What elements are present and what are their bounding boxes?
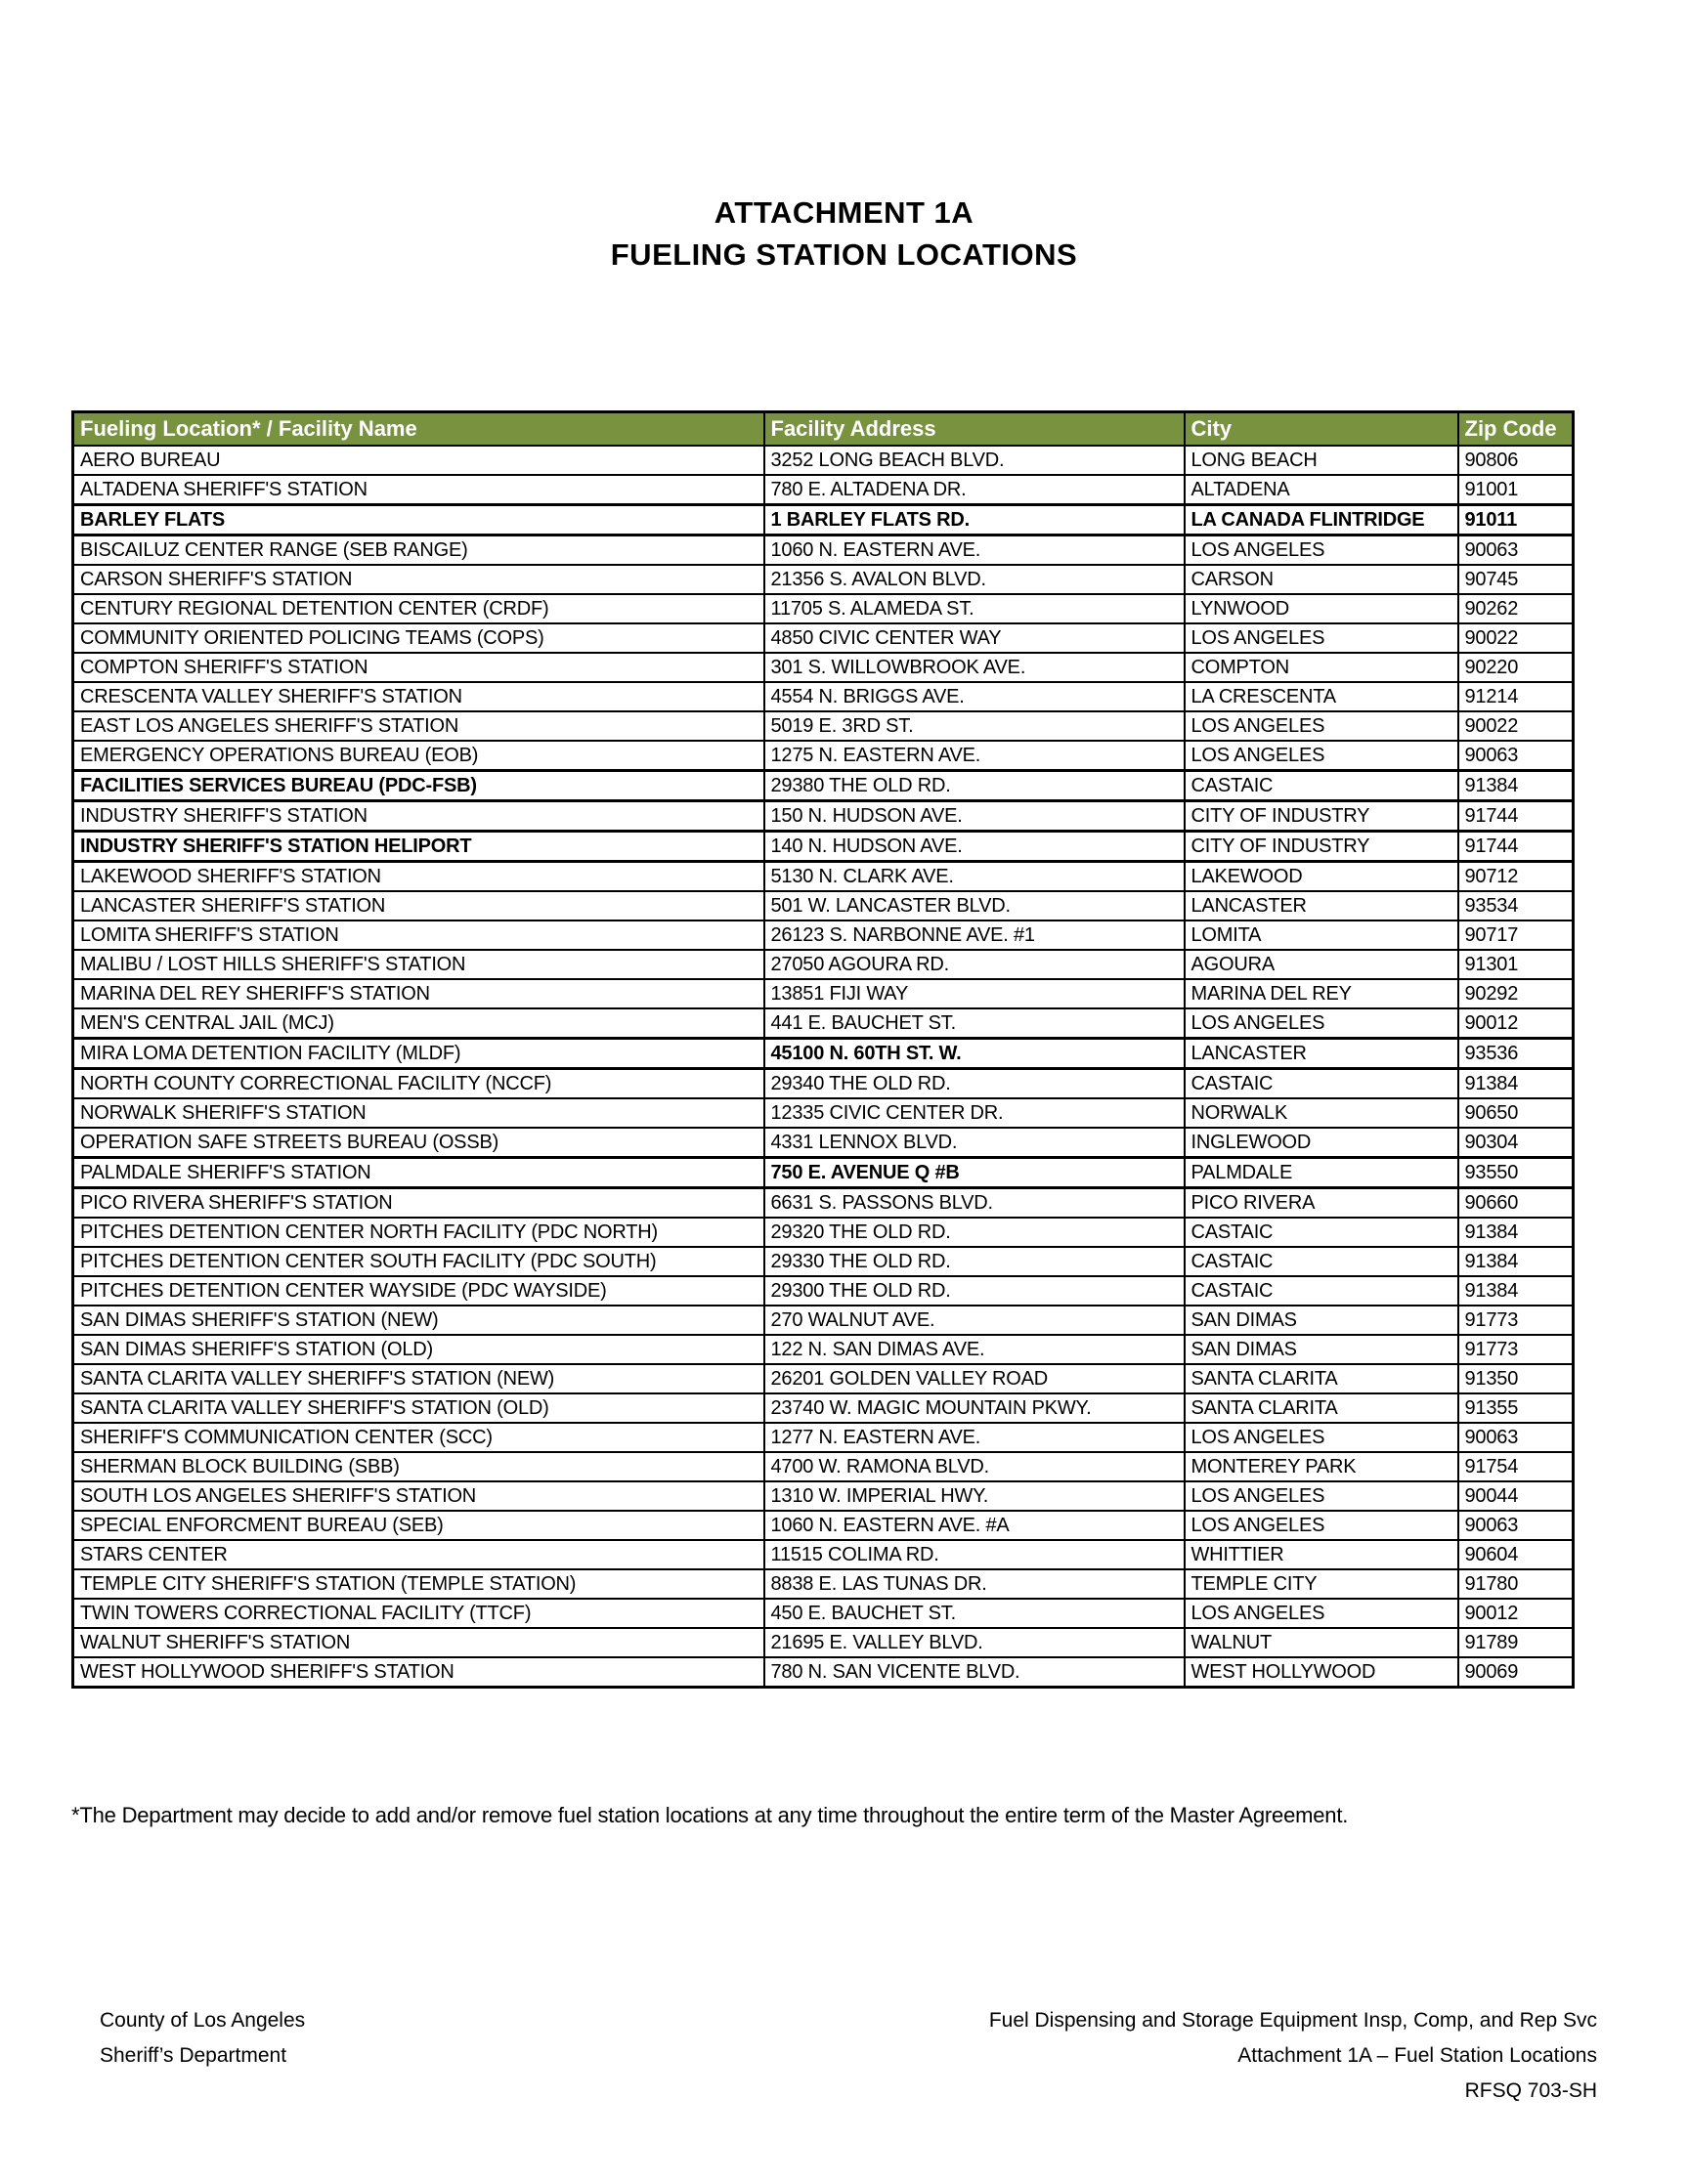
table-row — [73, 1069, 1574, 1099]
cell-address: 780 N. SAN VICENTE BLVD. — [764, 1657, 1185, 1688]
table-row — [73, 741, 1574, 771]
cell-address: 150 N. HUDSON AVE. — [764, 801, 1185, 832]
column-header-city: City — [1185, 412, 1458, 447]
cell-name: CRESCENTA VALLEY SHERIFF'S STATION — [73, 682, 764, 711]
cell-address: 23740 W. MAGIC MOUNTAIN PKWY. — [764, 1393, 1185, 1423]
table-row — [73, 832, 1574, 862]
cell-name: SPECIAL ENFORCMENT BUREAU (SEB) — [73, 1511, 764, 1540]
cell-zip: 91744 — [1458, 801, 1574, 832]
table-row — [73, 565, 1574, 594]
table-row — [73, 1599, 1574, 1628]
table-row — [73, 623, 1574, 653]
table-row — [73, 653, 1574, 682]
cell-city: COMPTON — [1185, 653, 1458, 682]
cell-address: 1060 N. EASTERN AVE. — [764, 535, 1185, 566]
cell-address: 12335 CIVIC CENTER DR. — [764, 1098, 1185, 1128]
table-row — [73, 1452, 1574, 1481]
cell-name: INDUSTRY SHERIFF'S STATION HELIPORT — [73, 832, 764, 862]
cell-city: CASTAIC — [1185, 1247, 1458, 1276]
cell-city: CARSON — [1185, 565, 1458, 594]
column-header-facility-name: Fueling Location* / Facility Name — [73, 412, 764, 447]
table-row — [73, 921, 1574, 950]
cell-name: CARSON SHERIFF'S STATION — [73, 565, 764, 594]
cell-name: PITCHES DETENTION CENTER SOUTH FACILITY (PDC SOUTH) — [73, 1247, 764, 1276]
cell-city: AGOURA — [1185, 950, 1458, 979]
cell-name: WEST HOLLYWOOD SHERIFF'S STATION — [73, 1657, 764, 1688]
table-row — [73, 801, 1574, 832]
cell-address: 11705 S. ALAMEDA ST. — [764, 594, 1185, 623]
cell-zip: 91384 — [1458, 1218, 1574, 1247]
cell-address: 29340 THE OLD RD. — [764, 1069, 1185, 1099]
cell-zip: 90262 — [1458, 594, 1574, 623]
table-row — [73, 1481, 1574, 1511]
cell-city: LAKEWOOD — [1185, 862, 1458, 892]
footer-right-line-2: Attachment 1A – Fuel Station Locations — [1237, 2044, 1597, 2067]
cell-zip: 91744 — [1458, 832, 1574, 862]
table-row — [73, 979, 1574, 1008]
cell-zip: 91384 — [1458, 771, 1574, 801]
cell-name: TWIN TOWERS CORRECTIONAL FACILITY (TTCF) — [73, 1599, 764, 1628]
cell-zip: 91789 — [1458, 1628, 1574, 1657]
table-row — [73, 594, 1574, 623]
cell-address: 26123 S. NARBONNE AVE. #1 — [764, 921, 1185, 950]
cell-address: 11515 COLIMA RD. — [764, 1540, 1185, 1569]
cell-address: 4850 CIVIC CENTER WAY — [764, 623, 1185, 653]
cell-city: TEMPLE CITY — [1185, 1569, 1458, 1599]
cell-address: 301 S. WILLOWBROOK AVE. — [764, 653, 1185, 682]
cell-address: 122 N. SAN DIMAS AVE. — [764, 1335, 1185, 1364]
cell-city: ALTADENA — [1185, 475, 1458, 505]
cell-name: SANTA CLARITA VALLEY SHERIFF'S STATION (OLD) — [73, 1393, 764, 1423]
cell-zip: 91780 — [1458, 1569, 1574, 1599]
cell-zip: 91773 — [1458, 1335, 1574, 1364]
cell-zip: 91350 — [1458, 1364, 1574, 1393]
cell-city: LOS ANGELES — [1185, 1008, 1458, 1039]
cell-address: 4700 W. RAMONA BLVD. — [764, 1452, 1185, 1481]
cell-zip: 91384 — [1458, 1276, 1574, 1306]
cell-name: COMPTON SHERIFF'S STATION — [73, 653, 764, 682]
cell-name: SAN DIMAS SHERIFF'S STATION (NEW) — [73, 1306, 764, 1335]
cell-city: LOS ANGELES — [1185, 535, 1458, 566]
table-row — [73, 711, 1574, 741]
cell-city: LOS ANGELES — [1185, 1599, 1458, 1628]
cell-zip: 90717 — [1458, 921, 1574, 950]
cell-name: MALIBU / LOST HILLS SHERIFF'S STATION — [73, 950, 764, 979]
cell-name: MEN'S CENTRAL JAIL (MCJ) — [73, 1008, 764, 1039]
footer-left-line-2: Sheriff’s Department — [100, 2044, 287, 2067]
cell-zip: 90012 — [1458, 1599, 1574, 1628]
cell-name: AERO BUREAU — [73, 446, 764, 475]
table-row — [73, 505, 1574, 535]
cell-zip: 91301 — [1458, 950, 1574, 979]
cell-zip: 90220 — [1458, 653, 1574, 682]
cell-city: NORWALK — [1185, 1098, 1458, 1128]
cell-address: 45100 N. 60TH ST. W. — [764, 1039, 1185, 1069]
cell-zip: 91773 — [1458, 1306, 1574, 1335]
cell-name: CENTURY REGIONAL DETENTION CENTER (CRDF) — [73, 594, 764, 623]
table-row — [73, 891, 1574, 921]
cell-address: 1310 W. IMPERIAL HWY. — [764, 1481, 1185, 1511]
cell-address: 5130 N. CLARK AVE. — [764, 862, 1185, 892]
cell-name: NORWALK SHERIFF'S STATION — [73, 1098, 764, 1128]
cell-name: SOUTH LOS ANGELES SHERIFF'S STATION — [73, 1481, 764, 1511]
table-row — [73, 950, 1574, 979]
table-row — [73, 1511, 1574, 1540]
cell-address: 5019 E. 3RD ST. — [764, 711, 1185, 741]
table-row — [73, 682, 1574, 711]
cell-zip: 90650 — [1458, 1098, 1574, 1128]
table-row — [73, 1423, 1574, 1452]
cell-name: EAST LOS ANGELES SHERIFF'S STATION — [73, 711, 764, 741]
cell-address: 29320 THE OLD RD. — [764, 1218, 1185, 1247]
cell-name: ALTADENA SHERIFF'S STATION — [73, 475, 764, 505]
cell-zip: 90063 — [1458, 535, 1574, 566]
cell-address: 1 BARLEY FLATS RD. — [764, 505, 1185, 535]
column-header-facility-address: Facility Address — [764, 412, 1185, 447]
footer-right-line-3: RFSQ 703-SH — [1464, 2079, 1597, 2102]
cell-name: SANTA CLARITA VALLEY SHERIFF'S STATION (NEW) — [73, 1364, 764, 1393]
cell-name: SAN DIMAS SHERIFF'S STATION (OLD) — [73, 1335, 764, 1364]
cell-address: 780 E. ALTADENA DR. — [764, 475, 1185, 505]
cell-zip: 91355 — [1458, 1393, 1574, 1423]
cell-name: PALMDALE SHERIFF'S STATION — [73, 1158, 764, 1188]
table-row — [73, 1306, 1574, 1335]
table-row — [73, 1657, 1574, 1688]
cell-city: PALMDALE — [1185, 1158, 1458, 1188]
table-row — [73, 1188, 1574, 1219]
footer-right — [989, 2003, 1597, 2109]
cell-city: WALNUT — [1185, 1628, 1458, 1657]
cell-zip: 90806 — [1458, 446, 1574, 475]
table-row — [73, 1098, 1574, 1128]
table-row — [73, 1008, 1574, 1039]
cell-city: LOMITA — [1185, 921, 1458, 950]
cell-zip: 90063 — [1458, 1511, 1574, 1540]
cell-name: LAKEWOOD SHERIFF'S STATION — [73, 862, 764, 892]
cell-city: SAN DIMAS — [1185, 1335, 1458, 1364]
cell-address: 750 E. AVENUE Q #B — [764, 1158, 1185, 1188]
cell-zip: 90012 — [1458, 1008, 1574, 1039]
cell-zip: 90063 — [1458, 1423, 1574, 1452]
cell-name: LOMITA SHERIFF'S STATION — [73, 921, 764, 950]
cell-city: LOS ANGELES — [1185, 711, 1458, 741]
table-row — [73, 862, 1574, 892]
cell-address: 26201 GOLDEN VALLEY ROAD — [764, 1364, 1185, 1393]
cell-zip: 90712 — [1458, 862, 1574, 892]
cell-name: NORTH COUNTY CORRECTIONAL FACILITY (NCCF) — [73, 1069, 764, 1099]
table-header-row — [73, 412, 1574, 447]
cell-address: 29380 THE OLD RD. — [764, 771, 1185, 801]
fueling-stations-table — [71, 410, 1575, 1689]
cell-address: 8838 E. LAS TUNAS DR. — [764, 1569, 1185, 1599]
table-body — [73, 446, 1574, 1688]
cell-name: OPERATION SAFE STREETS BUREAU (OSSB) — [73, 1128, 764, 1158]
cell-zip: 93534 — [1458, 891, 1574, 921]
cell-city: PICO RIVERA — [1185, 1188, 1458, 1219]
footer-left — [100, 2003, 305, 2074]
table-row — [73, 1276, 1574, 1306]
fueling-stations-table-container — [71, 410, 1572, 1689]
cell-zip: 90660 — [1458, 1188, 1574, 1219]
cell-city: MONTEREY PARK — [1185, 1452, 1458, 1481]
cell-zip: 91011 — [1458, 505, 1574, 535]
cell-city: CITY OF INDUSTRY — [1185, 801, 1458, 832]
cell-address: 4331 LENNOX BLVD. — [764, 1128, 1185, 1158]
footnote: *The Department may decide to add and/or remove fuel station locations at any time throughout the entire term of the Master Agreement. — [71, 1803, 1349, 1827]
footer-right-line-1: Fuel Dispensing and Storage Equipment Insp, Comp, and Rep Svc — [988, 2009, 1597, 2032]
cell-city: LA CANADA FLINTRIDGE — [1185, 505, 1458, 535]
cell-city: WEST HOLLYWOOD — [1185, 1657, 1458, 1688]
cell-city: SANTA CLARITA — [1185, 1364, 1458, 1393]
cell-name: COMMUNITY ORIENTED POLICING TEAMS (COPS) — [73, 623, 764, 653]
cell-address: 27050 AGOURA RD. — [764, 950, 1185, 979]
cell-name: PITCHES DETENTION CENTER WAYSIDE (PDC WAYSIDE) — [73, 1276, 764, 1306]
cell-address: 13851 FIJI WAY — [764, 979, 1185, 1008]
cell-city: LONG BEACH — [1185, 446, 1458, 475]
cell-city: CASTAIC — [1185, 1069, 1458, 1099]
cell-address: 21695 E. VALLEY BLVD. — [764, 1628, 1185, 1657]
cell-zip: 91001 — [1458, 475, 1574, 505]
cell-name: LANCASTER SHERIFF'S STATION — [73, 891, 764, 921]
cell-city: CASTAIC — [1185, 1218, 1458, 1247]
cell-address: 3252 LONG BEACH BLVD. — [764, 446, 1185, 475]
cell-zip: 91214 — [1458, 682, 1574, 711]
cell-city: WHITTIER — [1185, 1540, 1458, 1569]
cell-zip: 90604 — [1458, 1540, 1574, 1569]
cell-zip: 90304 — [1458, 1128, 1574, 1158]
cell-city: SANTA CLARITA — [1185, 1393, 1458, 1423]
cell-zip: 90745 — [1458, 565, 1574, 594]
cell-city: LOS ANGELES — [1185, 1481, 1458, 1511]
cell-city: LOS ANGELES — [1185, 741, 1458, 771]
table-row — [73, 1569, 1574, 1599]
cell-zip: 91384 — [1458, 1069, 1574, 1099]
table-row — [73, 446, 1574, 475]
cell-name: BARLEY FLATS — [73, 505, 764, 535]
table-row — [73, 1393, 1574, 1423]
table-row — [73, 1364, 1574, 1393]
cell-name: FACILITIES SERVICES BUREAU (PDC-FSB) — [73, 771, 764, 801]
cell-zip: 93536 — [1458, 1039, 1574, 1069]
cell-zip: 91384 — [1458, 1247, 1574, 1276]
cell-zip: 90022 — [1458, 711, 1574, 741]
cell-address: 29330 THE OLD RD. — [764, 1247, 1185, 1276]
table-row — [73, 1628, 1574, 1657]
cell-zip: 90022 — [1458, 623, 1574, 653]
title-line-1: ATTACHMENT 1A — [714, 195, 974, 230]
table-row — [73, 535, 1574, 566]
cell-address: 450 E. BAUCHET ST. — [764, 1599, 1185, 1628]
cell-city: LOS ANGELES — [1185, 623, 1458, 653]
table-row — [73, 1128, 1574, 1158]
cell-name: INDUSTRY SHERIFF'S STATION — [73, 801, 764, 832]
cell-name: PICO RIVERA SHERIFF'S STATION — [73, 1188, 764, 1219]
cell-address: 270 WALNUT AVE. — [764, 1306, 1185, 1335]
cell-address: 29300 THE OLD RD. — [764, 1276, 1185, 1306]
cell-city: SAN DIMAS — [1185, 1306, 1458, 1335]
cell-address: 501 W. LANCASTER BLVD. — [764, 891, 1185, 921]
table-row — [73, 1218, 1574, 1247]
cell-address: 1060 N. EASTERN AVE. #A — [764, 1511, 1185, 1540]
cell-city: LANCASTER — [1185, 891, 1458, 921]
cell-address: 441 E. BAUCHET ST. — [764, 1008, 1185, 1039]
cell-name: SHERMAN BLOCK BUILDING (SBB) — [73, 1452, 764, 1481]
cell-address: 1277 N. EASTERN AVE. — [764, 1423, 1185, 1452]
cell-address: 140 N. HUDSON AVE. — [764, 832, 1185, 862]
cell-city: LOS ANGELES — [1185, 1511, 1458, 1540]
cell-name: STARS CENTER — [73, 1540, 764, 1569]
cell-address: 4554 N. BRIGGS AVE. — [764, 682, 1185, 711]
cell-zip: 93550 — [1458, 1158, 1574, 1188]
cell-zip: 90069 — [1458, 1657, 1574, 1688]
cell-name: BISCAILUZ CENTER RANGE (SEB RANGE) — [73, 535, 764, 566]
cell-name: WALNUT SHERIFF'S STATION — [73, 1628, 764, 1657]
cell-name: TEMPLE CITY SHERIFF'S STATION (TEMPLE STATION) — [73, 1569, 764, 1599]
cell-zip: 90063 — [1458, 741, 1574, 771]
cell-city: MARINA DEL REY — [1185, 979, 1458, 1008]
cell-city: CASTAIC — [1185, 771, 1458, 801]
cell-address: 21356 S. AVALON BLVD. — [764, 565, 1185, 594]
table-row — [73, 1335, 1574, 1364]
cell-city: INGLEWOOD — [1185, 1128, 1458, 1158]
cell-city: LA CRESCENTA — [1185, 682, 1458, 711]
cell-address: 6631 S. PASSONS BLVD. — [764, 1188, 1185, 1219]
document-title — [0, 192, 1688, 276]
cell-name: MARINA DEL REY SHERIFF'S STATION — [73, 979, 764, 1008]
cell-zip: 90292 — [1458, 979, 1574, 1008]
cell-name: MIRA LOMA DETENTION FACILITY (MLDF) — [73, 1039, 764, 1069]
cell-city: LANCASTER — [1185, 1039, 1458, 1069]
table-row — [73, 1540, 1574, 1569]
cell-city: CASTAIC — [1185, 1276, 1458, 1306]
cell-city: CITY OF INDUSTRY — [1185, 832, 1458, 862]
cell-name: SHERIFF'S COMMUNICATION CENTER (SCC) — [73, 1423, 764, 1452]
cell-city: LYNWOOD — [1185, 594, 1458, 623]
table-row — [73, 1247, 1574, 1276]
footer-left-line-1: County of Los Angeles — [100, 2009, 306, 2032]
cell-address: 1275 N. EASTERN AVE. — [764, 741, 1185, 771]
table-row — [73, 771, 1574, 801]
table-header — [73, 412, 1574, 447]
cell-name: EMERGENCY OPERATIONS BUREAU (EOB) — [73, 741, 764, 771]
title-line-2: FUELING STATION LOCATIONS — [610, 237, 1078, 272]
table-row — [73, 475, 1574, 505]
cell-city: LOS ANGELES — [1185, 1423, 1458, 1452]
cell-zip: 91754 — [1458, 1452, 1574, 1481]
table-row — [73, 1158, 1574, 1188]
cell-zip: 90044 — [1458, 1481, 1574, 1511]
cell-name: PITCHES DETENTION CENTER NORTH FACILITY (PDC NORTH) — [73, 1218, 764, 1247]
column-header-zip-code: Zip Code — [1458, 412, 1574, 447]
table-row — [73, 1039, 1574, 1069]
